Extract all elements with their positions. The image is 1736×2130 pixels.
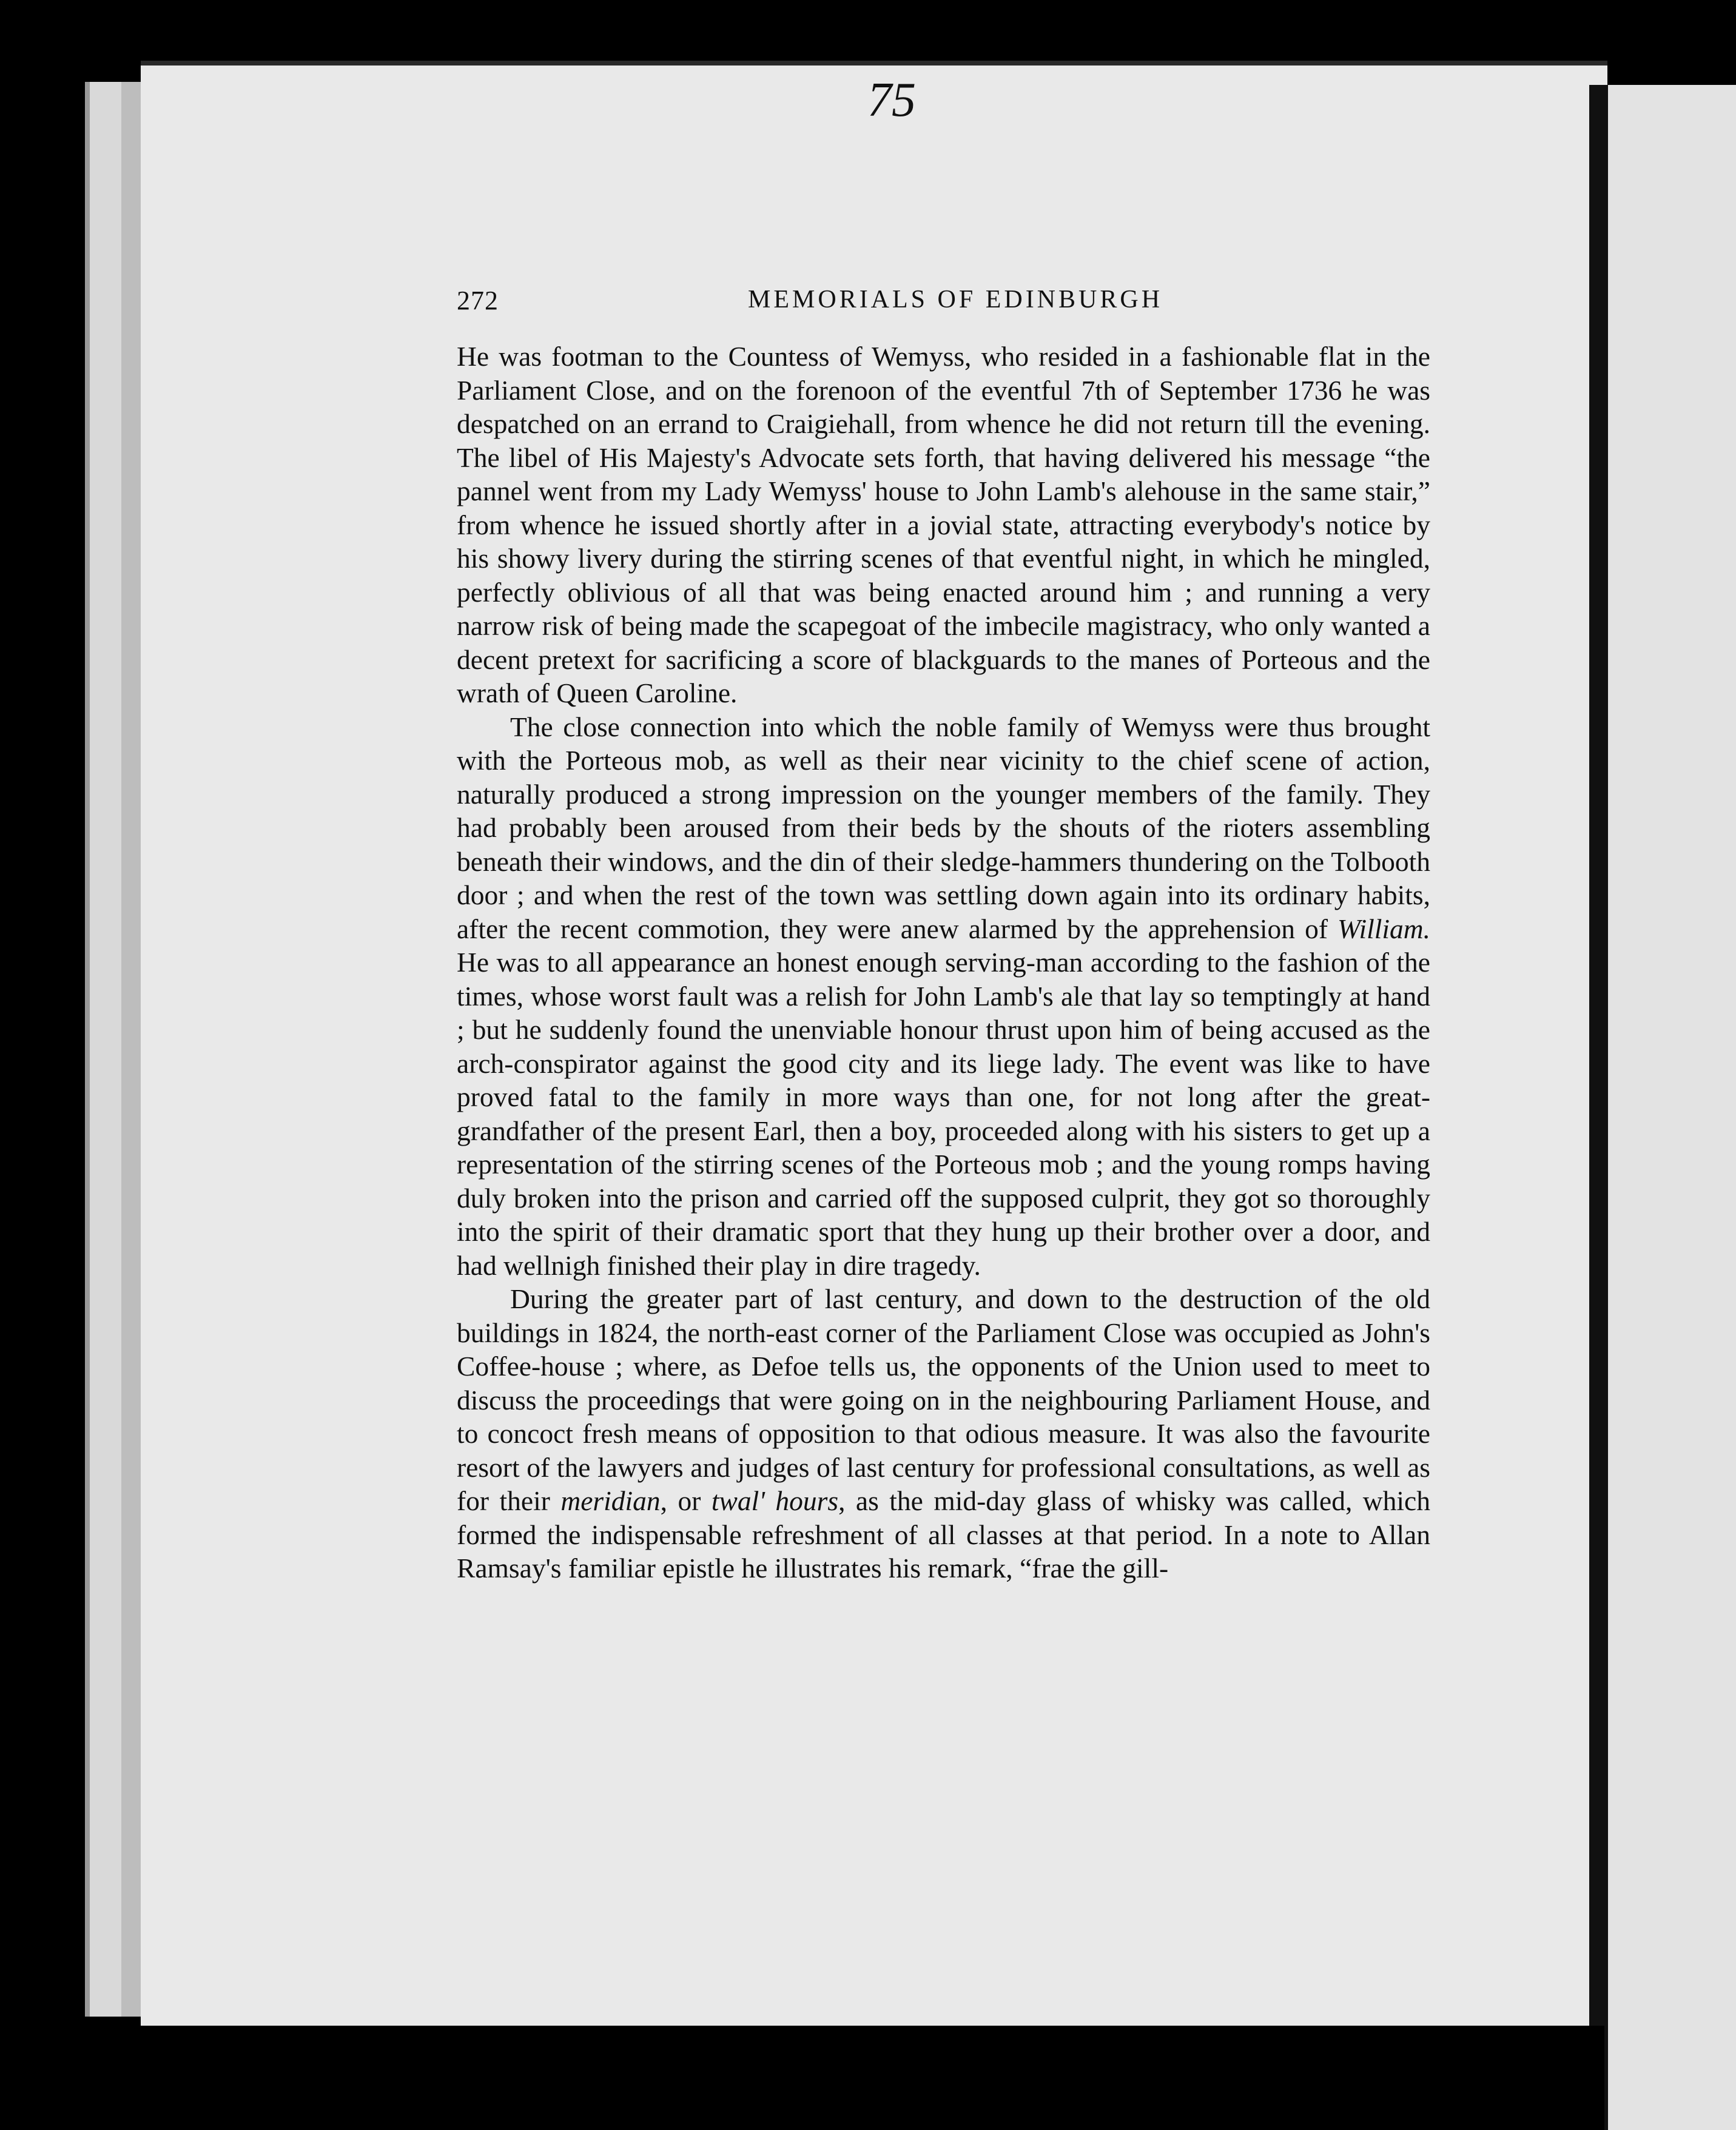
- facing-page-gutter: [1589, 85, 1604, 2026]
- text-segment: He was to all appearance an honest enough serving-man according to the fashion of the times, whose worst fault was a relish for John Lamb's ale that lay so temptingly at hand ; but he suddenly found the unenviable honour thrust upon him of being accused as the arch-conspirator against the good city and its liege lady. The event was like to have proved fatal to the family in more ways than one, for not long after the great-grandfather of the present Earl, then a boy, proceeded along with his sisters to get up a representation of the stirring scenes of the Porteous mob ; and the young romps having duly broken into the prison and carried off the supposed culprit, they got so thoroughly into the spirit of their dramatic sport that they hung up their brother over a door, and had wellnigh finished their play in dire tragedy.: [457, 947, 1430, 1281]
- text-segment: , or: [660, 1485, 712, 1516]
- text-segment: During the greater part of last century, and down to the destruction of the old buildings in 1824, the north-east corner of the Parliament Close was occupied as John's Coffee-house ; where, as Defoe tells us, the opponents of the Union used to meet to discuss the proceedings that were going on in the neighbouring Parliament House, and to concoct fresh means of opposition to that odious measure. It was also the favourite resort of the lawyers and judges of last century for professional consultations, as well as for their: [457, 1283, 1430, 1516]
- running-title: MEMORIALS OF EDINBURGH: [748, 286, 1163, 314]
- running-header: [457, 285, 1427, 321]
- text-segment: The close connection into which the noble family of Wemyss were thus brought with the Porteous mob, as well as their near vicinity to the chief scene of action, naturally produced a strong impression on the younger members of the family. They had probably been aroused from their beds by the shouts of the rioters assembling beneath their windows, and the din of their sledge-hammers thundering on the Tolbooth door ; and when the rest of the town was settling down again into its ordinary habits, after the recent commotion, they were anew alarmed by the apprehension of: [457, 711, 1430, 944]
- italic-term-meridian: meridian: [560, 1485, 661, 1516]
- paragraph-2: [457, 710, 1430, 1283]
- paragraph-3: [457, 1282, 1430, 1585]
- italic-term-twal-hours: twal' hours: [711, 1485, 839, 1516]
- italic-name-william: William.: [1337, 913, 1430, 944]
- handwritten-folio-number: 75: [867, 73, 916, 127]
- text-segment: He was footman to the Countess of Wemyss, who resided in a fashionable flat in the Parliament Close, and on the forenoon of the eventful 7th of September 1736 he was despatched on an errand to Craigiehall, from whence he did not return till the evening. The libel of His Majesty's Advocate sets forth, that having delivered his message “the pannel went from my Lady Wemyss' house to John Lamb's alehouse in the same stair,” from whence he issued shortly after in a jovial state, attracting everybody's notice by his showy livery during the stirring scenes of that eventful night, in which he mingled, perfectly oblivious of all that was being enacted around him ; and running a very narrow risk of being made the scapegoat of the imbecile magistracy, who only wanted a decent pretext for sacrificing a score of blackguards to the manes of Porteous and the wrath of Queen Caroline.: [457, 341, 1430, 708]
- page-number: 272: [457, 286, 499, 315]
- text-segment: , as the mid-day glass of whisky was called, which formed the indispensable refreshment of all classes at that period. In a note to Allan Ramsay's familiar epistle he illustrates his remark, “frae the gill-: [457, 1485, 1431, 1584]
- facing-page-edge: [1604, 85, 1736, 2130]
- paragraph-1: [457, 340, 1430, 710]
- book-binding-gutter: [121, 82, 143, 2017]
- page-top-edge: [141, 61, 1607, 66]
- body-text: [457, 340, 1430, 1585]
